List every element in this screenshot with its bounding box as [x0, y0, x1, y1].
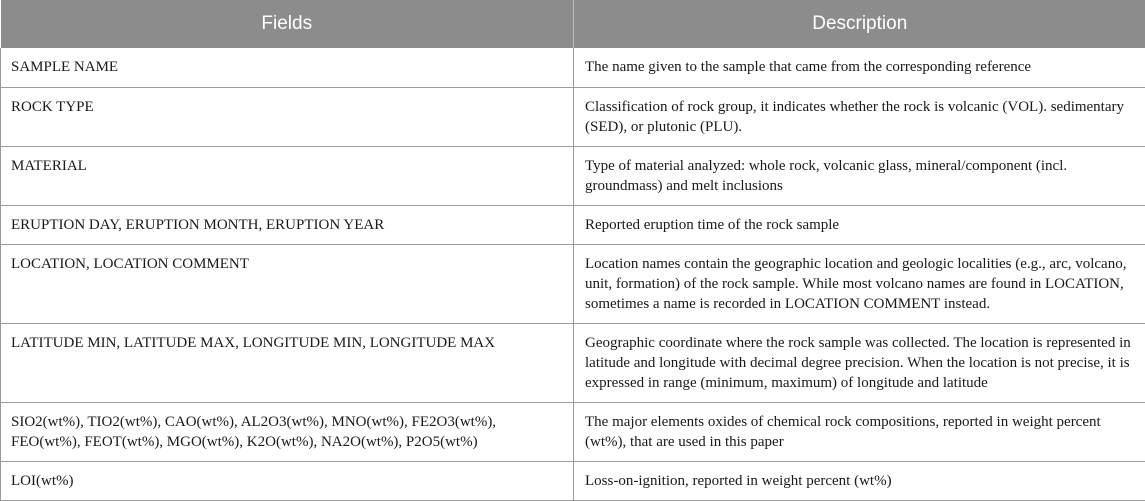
description-cell: Location names contain the geographic location and geologic localities (e.g., arc, volcano, unit, formation) of the rock sample. While most volcano names are found in LOCATION, sometimes a name is recorded in LOCATION COMMENT instead. — [574, 244, 1145, 323]
field-cell: LOI(wt%) — [1, 461, 574, 500]
table-row — [1, 244, 1145, 323]
field-cell: SIO2(wt%), TIO2(wt%), CAO(wt%), AL2O3(wt%), MNO(wt%), FE2O3(wt%), FEO(wt%), FEOT(wt%), MGO(wt%), K2O(wt%), NA2O(wt%), P2O5(wt%) — [1, 402, 574, 461]
table-row — [1, 146, 1145, 205]
description-cell: Loss-on-ignition, reported in weight percent (wt%) — [574, 461, 1145, 500]
description-cell: Type of material analyzed: whole rock, volcanic glass, mineral/component (incl. groundmass) and melt inclusions — [574, 146, 1145, 205]
fields-header: Fields — [1, 0, 574, 48]
description-cell: Reported eruption time of the rock sample — [574, 205, 1145, 244]
field-cell: ERUPTION DAY, ERUPTION MONTH, ERUPTION YEAR — [1, 205, 574, 244]
field-cell: SAMPLE NAME — [1, 48, 574, 87]
header-row — [1, 0, 1145, 48]
description-cell: The name given to the sample that came from the corresponding reference — [574, 48, 1145, 87]
field-cell: LOCATION, LOCATION COMMENT — [1, 244, 574, 323]
table-row — [1, 87, 1145, 146]
table-row — [1, 402, 1145, 461]
description-cell: The major elements oxides of chemical rock compositions, reported in weight percent (wt%), that are used in this paper — [574, 402, 1145, 461]
description-cell: Classification of rock group, it indicates whether the rock is volcanic (VOL). sedimentary (SED), or plutonic (PLU). — [574, 87, 1145, 146]
table-row — [1, 323, 1145, 402]
description-cell: Geographic coordinate where the rock sample was collected. The location is represented in latitude and longitude with decimal degree precision. When the location is not precise, it is expressed in range (minimum, maximum) of longitude and latitude — [574, 323, 1145, 402]
table-row — [1, 205, 1145, 244]
field-cell: MATERIAL — [1, 146, 574, 205]
field-cell: LATITUDE MIN, LATITUDE MAX, LONGITUDE MIN, LONGITUDE MAX — [1, 323, 574, 402]
table-row — [1, 48, 1145, 87]
field-cell: ROCK TYPE — [1, 87, 574, 146]
table-row — [1, 461, 1145, 500]
description-header: Description — [574, 0, 1145, 48]
